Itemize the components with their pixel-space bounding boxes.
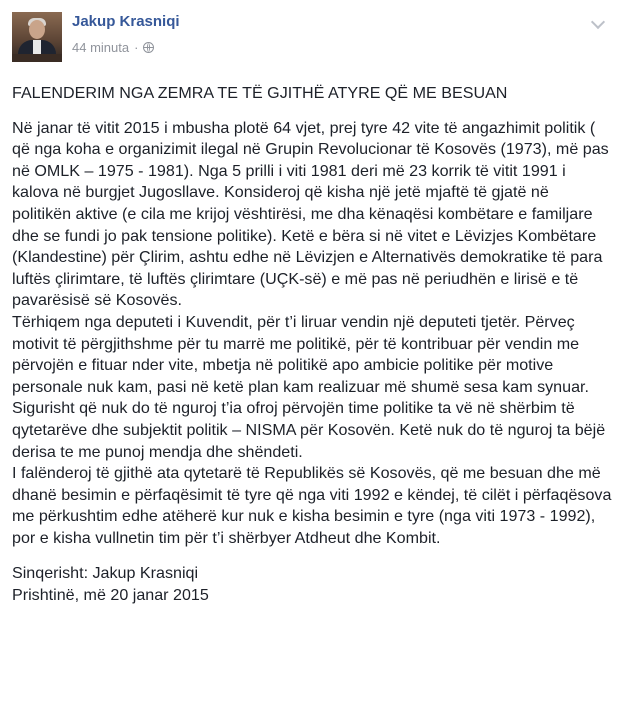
post-body	[12, 83, 612, 607]
post-signature-block	[12, 563, 612, 606]
post-paragraph: I falënderoj të gjithë ata qytetarë të Republikës së Kosovës, që me besuan dhe më dhanë besimin e përfaqësimit të tyre që nga viti 1992 e këndej, të cilët i përfaqësova me përkushtim edhe atëherë kur nuk e kisha besimin e tyre (nga viti 1973 - 1992), por e kisha vullnetin tim për t’i shërbyer Atdheut dhe Kombit.	[12, 464, 612, 547]
post-signature: Sinqerisht: Jakup Krasniqi	[12, 564, 199, 583]
avatar-head	[29, 20, 45, 39]
avatar-desk	[12, 54, 62, 62]
post-timestamp[interactable]: 44 minuta	[72, 40, 130, 55]
post-paragraph: Në janar të vitit 2015 i mbusha plotë 64 vjet, prej tyre 42 vite të angazhimit politik ( që nga koha e organizimit ilegal në Grupin Revolucionar të Kosovës (1973), më pas në OMLK – 1975 - 1981). Nga 5 prilli i viti 1981 deri më 23 korrik të vitit 1991 i kalova në burgjet Jugosllave. Konsideroj që kisha një jetë mjaftë të gjatë në politikën aktive (e cila me krijoj vështirësi, me dha kënaqësi kombëtare e familjare dhe se fundi jo pak tensione politike). Ketë e bëra si në vitet e Lëvizjes Kombëtare (Klandestine) për Çlirim, ashtu edhe në Lëvizjen e Alternativës demokratike të para luftës çlirimtare, të luftës çlirimtare (UÇK-së) e më pas në periudhën e lirisë e të pavarësisë së Kosovës.	[12, 118, 609, 310]
chevron-down-icon[interactable]	[591, 15, 605, 29]
author-name[interactable]: Jakup Krasniqi	[72, 13, 180, 30]
avatar[interactable]	[12, 12, 62, 62]
post-paragraph: Tërhiqem nga deputeti i Kuvendit, për t’i liruar vendin një deputeti tjetër. Përveç motivit të përgjithshme për tu marrë me politikë, për të kontribuar për vendin me përvojën e fituar nder vite, mbetja në politikë apo ambicie politike për motive personale nuk kam, pasi në ketë plan kam realizuar më shumë sesa kam synuar. Sigurisht që nuk do të nguroj t’ia ofroj përvojën time politike ta vë në shërbim të qytetarëve dhe subjektit politik – NISMA për Kosovën. Ketë nuk do të nguroj ta bëjë derisa te me punoj mendja dhe shëndeti.	[12, 312, 606, 461]
globe-icon[interactable]	[143, 42, 154, 53]
meta-separator: ·	[134, 40, 139, 55]
avatar-shirt	[33, 40, 41, 54]
post-headline: FALENDERIM NGA ZEMRA TE TË GJITHË ATYRE QË ME BESUAN	[12, 84, 508, 102]
post-meta	[72, 40, 154, 55]
post-place-date: Prishtinë, më 20 janar 2015	[12, 586, 209, 605]
